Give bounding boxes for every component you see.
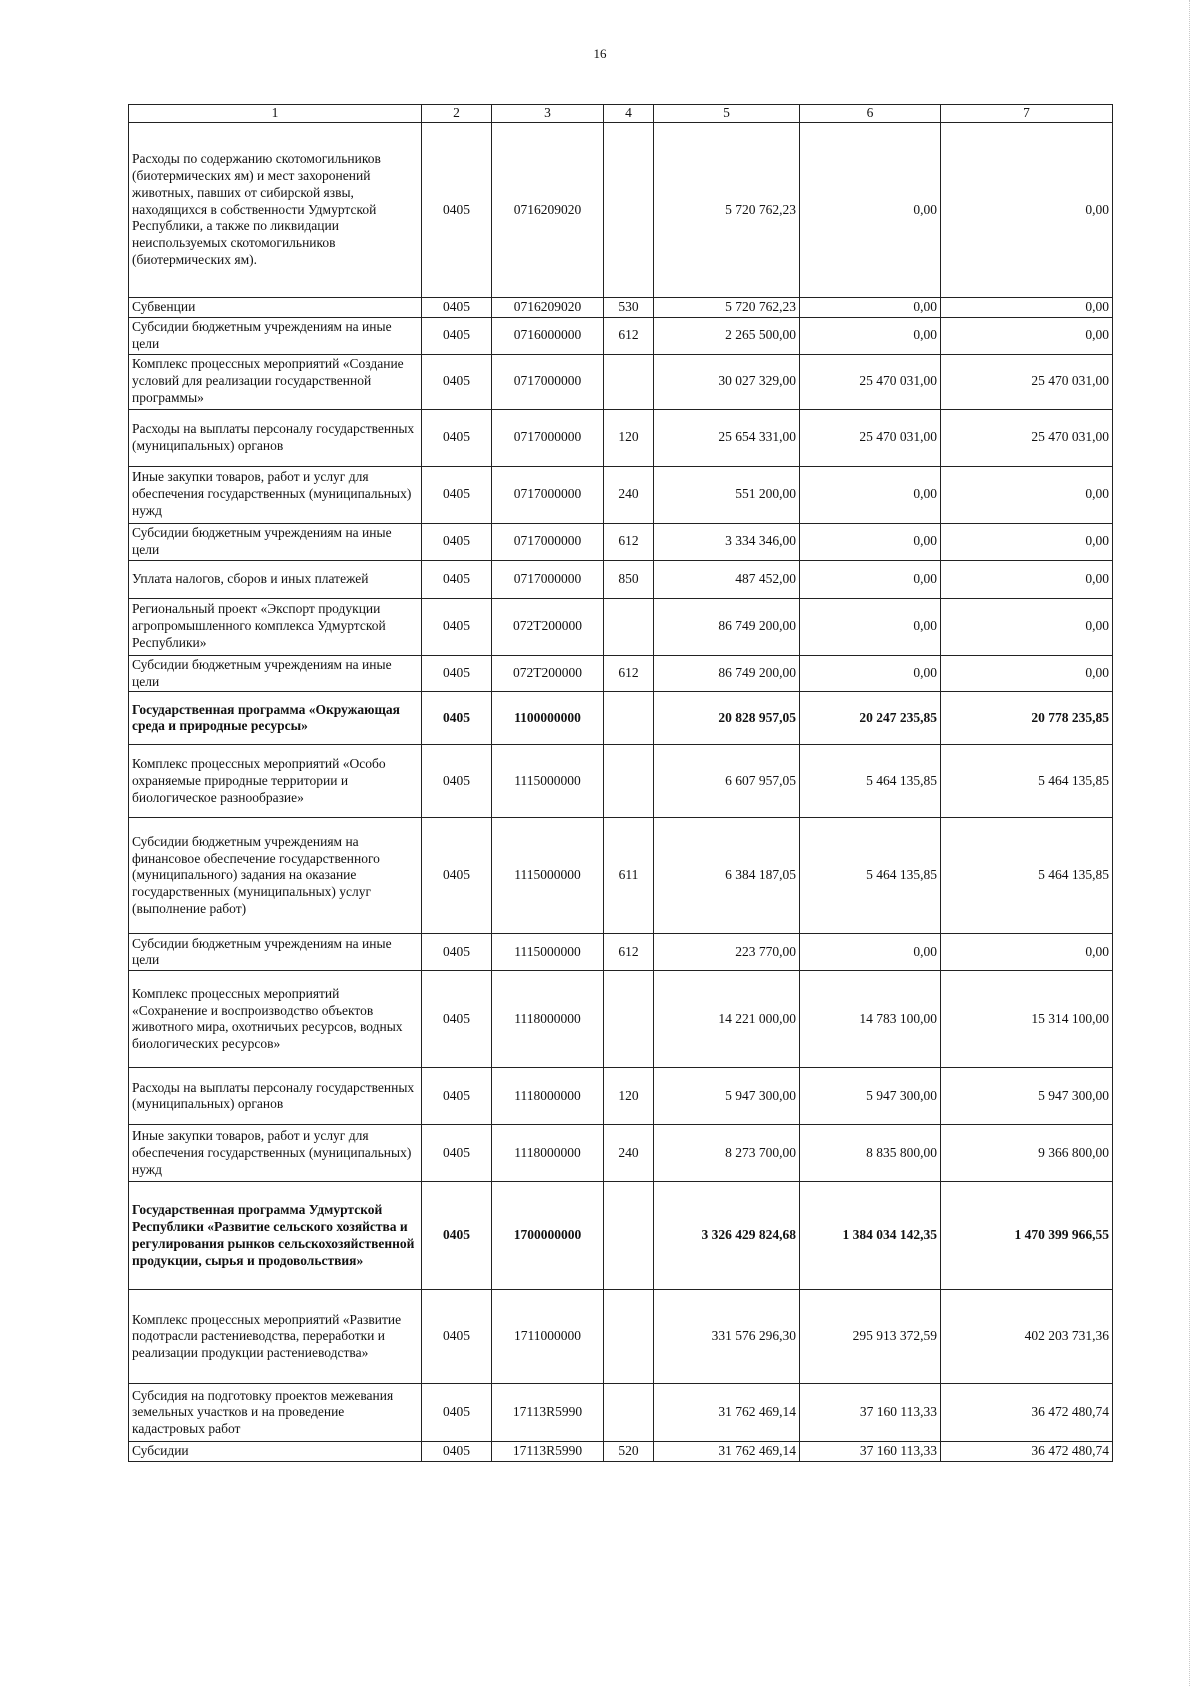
row-name: Субсидия на подготовку проектов межевания земельных участков и на проведение кадастровых работ <box>129 1384 422 1442</box>
amount-year-2: 5 947 300,00 <box>800 1068 941 1125</box>
target-article: 0717000000 <box>492 354 604 409</box>
table-row <box>129 745 1113 818</box>
expense-type: 612 <box>604 523 654 560</box>
target-article: 0717000000 <box>492 409 604 466</box>
column-header: 4 <box>604 105 654 123</box>
row-name: Комплекс процессных мероприятий «Развитие подотрасли растениеводства, переработки и реализации продукции растениеводства» <box>129 1290 422 1384</box>
expense-type <box>604 971 654 1068</box>
section-code: 0405 <box>422 298 492 318</box>
amount-year-1: 3 334 346,00 <box>654 523 800 560</box>
table-row <box>129 1125 1113 1182</box>
scan-edge-line <box>1189 0 1192 1686</box>
column-header: 7 <box>941 105 1113 123</box>
section-code: 0405 <box>422 692 492 745</box>
row-name: Комплекс процессных мероприятий «Создание условий для реализации государственной программы» <box>129 354 422 409</box>
amount-year-3: 0,00 <box>941 317 1113 354</box>
row-name: Расходы на выплаты персоналу государственных (муниципальных) органов <box>129 1068 422 1125</box>
section-code: 0405 <box>422 745 492 818</box>
amount-year-3: 0,00 <box>941 560 1113 598</box>
column-header: 3 <box>492 105 604 123</box>
table-row <box>129 523 1113 560</box>
budget-table <box>128 104 1113 1462</box>
section-code: 0405 <box>422 1068 492 1125</box>
section-code: 0405 <box>422 1125 492 1182</box>
target-article: 0717000000 <box>492 466 604 523</box>
amount-year-3: 0,00 <box>941 298 1113 318</box>
target-article: 072T200000 <box>492 598 604 655</box>
section-code: 0405 <box>422 1182 492 1290</box>
row-name: Субсидии <box>129 1442 422 1462</box>
section-code: 0405 <box>422 655 492 692</box>
row-name: Расходы на выплаты персоналу государственных (муниципальных) органов <box>129 409 422 466</box>
amount-year-2: 1 384 034 142,35 <box>800 1182 941 1290</box>
row-name: Иные закупки товаров, работ и услуг для обеспечения государственных (муниципальных) нужд <box>129 1125 422 1182</box>
target-article: 0716209020 <box>492 123 604 298</box>
amount-year-1: 6 607 957,05 <box>654 745 800 818</box>
section-code: 0405 <box>422 560 492 598</box>
amount-year-3: 20 778 235,85 <box>941 692 1113 745</box>
section-code: 0405 <box>422 971 492 1068</box>
amount-year-1: 20 828 957,05 <box>654 692 800 745</box>
amount-year-1: 31 762 469,14 <box>654 1384 800 1442</box>
section-code: 0405 <box>422 523 492 560</box>
table-row <box>129 1182 1113 1290</box>
table-row <box>129 655 1113 692</box>
table-row <box>129 934 1113 971</box>
expense-type: 120 <box>604 409 654 466</box>
amount-year-2: 0,00 <box>800 934 941 971</box>
amount-year-2: 0,00 <box>800 655 941 692</box>
target-article: 1115000000 <box>492 818 604 934</box>
expense-type: 520 <box>604 1442 654 1462</box>
section-code: 0405 <box>422 818 492 934</box>
expense-type <box>604 123 654 298</box>
amount-year-2: 0,00 <box>800 123 941 298</box>
amount-year-1: 5 947 300,00 <box>654 1068 800 1125</box>
amount-year-1: 31 762 469,14 <box>654 1442 800 1462</box>
amount-year-1: 30 027 329,00 <box>654 354 800 409</box>
amount-year-2: 20 247 235,85 <box>800 692 941 745</box>
row-name: Субсидии бюджетным учреждениям на иные цели <box>129 934 422 971</box>
expense-type <box>604 354 654 409</box>
amount-year-1: 14 221 000,00 <box>654 971 800 1068</box>
expense-type: 530 <box>604 298 654 318</box>
column-header: 1 <box>129 105 422 123</box>
row-name: Уплата налогов, сборов и иных платежей <box>129 560 422 598</box>
amount-year-3: 5 464 135,85 <box>941 818 1113 934</box>
table-row <box>129 123 1113 298</box>
table-row <box>129 1384 1113 1442</box>
section-code: 0405 <box>422 1290 492 1384</box>
amount-year-1: 5 720 762,23 <box>654 123 800 298</box>
table-row <box>129 692 1113 745</box>
amount-year-3: 15 314 100,00 <box>941 971 1113 1068</box>
amount-year-1: 25 654 331,00 <box>654 409 800 466</box>
column-header: 2 <box>422 105 492 123</box>
amount-year-1: 331 576 296,30 <box>654 1290 800 1384</box>
amount-year-3: 5 947 300,00 <box>941 1068 1113 1125</box>
amount-year-2: 25 470 031,00 <box>800 354 941 409</box>
target-article: 1115000000 <box>492 745 604 818</box>
amount-year-3: 0,00 <box>941 655 1113 692</box>
target-article: 17113R5990 <box>492 1384 604 1442</box>
table-row <box>129 818 1113 934</box>
expense-type: 240 <box>604 1125 654 1182</box>
row-name: Иные закупки товаров, работ и услуг для обеспечения государственных (муниципальных) нужд <box>129 466 422 523</box>
amount-year-3: 0,00 <box>941 523 1113 560</box>
expense-type <box>604 598 654 655</box>
amount-year-3: 5 464 135,85 <box>941 745 1113 818</box>
expense-type: 850 <box>604 560 654 598</box>
expense-type: 611 <box>604 818 654 934</box>
expense-type: 120 <box>604 1068 654 1125</box>
amount-year-1: 86 749 200,00 <box>654 598 800 655</box>
amount-year-1: 2 265 500,00 <box>654 317 800 354</box>
column-header: 6 <box>800 105 941 123</box>
table-row <box>129 354 1113 409</box>
target-article: 1700000000 <box>492 1182 604 1290</box>
section-code: 0405 <box>422 1384 492 1442</box>
amount-year-2: 295 913 372,59 <box>800 1290 941 1384</box>
amount-year-2: 37 160 113,33 <box>800 1384 941 1442</box>
table-row <box>129 409 1113 466</box>
table-row <box>129 317 1113 354</box>
table-row <box>129 598 1113 655</box>
expense-type: 612 <box>604 317 654 354</box>
target-article: 1100000000 <box>492 692 604 745</box>
amount-year-2: 0,00 <box>800 598 941 655</box>
row-name: Субсидии бюджетным учреждениям на иные цели <box>129 523 422 560</box>
section-code: 0405 <box>422 409 492 466</box>
table-row <box>129 1290 1113 1384</box>
row-name: Субсидии бюджетным учреждениям на иные цели <box>129 655 422 692</box>
amount-year-3: 0,00 <box>941 934 1113 971</box>
target-article: 0717000000 <box>492 523 604 560</box>
table-row <box>129 1442 1113 1462</box>
amount-year-1: 5 720 762,23 <box>654 298 800 318</box>
row-name: Государственная программа «Окружающая среда и природные ресурсы» <box>129 692 422 745</box>
target-article: 072T200000 <box>492 655 604 692</box>
amount-year-2: 37 160 113,33 <box>800 1442 941 1462</box>
amount-year-1: 551 200,00 <box>654 466 800 523</box>
row-name: Субсидии бюджетным учреждениям на финансовое обеспечение государственного (муниципального) задания на оказание государственных (муниципальных) услуг (выполнение работ) <box>129 818 422 934</box>
row-name: Региональный проект «Экспорт продукции агропромышленного комплекса Удмуртской Республики» <box>129 598 422 655</box>
amount-year-3: 0,00 <box>941 598 1113 655</box>
amount-year-2: 5 464 135,85 <box>800 818 941 934</box>
expense-type: 240 <box>604 466 654 523</box>
amount-year-2: 0,00 <box>800 560 941 598</box>
table-row <box>129 971 1113 1068</box>
expense-type <box>604 1182 654 1290</box>
amount-year-3: 1 470 399 966,55 <box>941 1182 1113 1290</box>
column-number-row <box>129 105 1113 123</box>
amount-year-2: 8 835 800,00 <box>800 1125 941 1182</box>
amount-year-1: 86 749 200,00 <box>654 655 800 692</box>
amount-year-2: 25 470 031,00 <box>800 409 941 466</box>
row-name: Комплекс процессных мероприятий «Особо охраняемые природные территории и биологическое разнообразие» <box>129 745 422 818</box>
row-name: Субсидии бюджетным учреждениям на иные цели <box>129 317 422 354</box>
expense-type <box>604 692 654 745</box>
amount-year-2: 14 783 100,00 <box>800 971 941 1068</box>
target-article: 0717000000 <box>492 560 604 598</box>
expense-type <box>604 1384 654 1442</box>
amount-year-2: 0,00 <box>800 298 941 318</box>
table-row <box>129 560 1113 598</box>
target-article: 1711000000 <box>492 1290 604 1384</box>
table-row <box>129 466 1113 523</box>
target-article: 1115000000 <box>492 934 604 971</box>
target-article: 1118000000 <box>492 1125 604 1182</box>
amount-year-3: 25 470 031,00 <box>941 409 1113 466</box>
expense-type <box>604 1290 654 1384</box>
amount-year-3: 0,00 <box>941 466 1113 523</box>
amount-year-2: 0,00 <box>800 466 941 523</box>
target-article: 0716209020 <box>492 298 604 318</box>
row-name: Субвенции <box>129 298 422 318</box>
target-article: 1118000000 <box>492 1068 604 1125</box>
amount-year-3: 9 366 800,00 <box>941 1125 1113 1182</box>
expense-type: 612 <box>604 934 654 971</box>
amount-year-2: 0,00 <box>800 523 941 560</box>
target-article: 1118000000 <box>492 971 604 1068</box>
amount-year-1: 6 384 187,05 <box>654 818 800 934</box>
target-article: 17113R5990 <box>492 1442 604 1462</box>
amount-year-3: 36 472 480,74 <box>941 1442 1113 1462</box>
table-body <box>129 123 1113 1462</box>
page-number: 16 <box>593 46 607 61</box>
amount-year-1: 3 326 429 824,68 <box>654 1182 800 1290</box>
amount-year-3: 402 203 731,36 <box>941 1290 1113 1384</box>
expense-type <box>604 745 654 818</box>
amount-year-1: 223 770,00 <box>654 934 800 971</box>
column-header: 5 <box>654 105 800 123</box>
amount-year-2: 0,00 <box>800 317 941 354</box>
section-code: 0405 <box>422 598 492 655</box>
expense-type: 612 <box>604 655 654 692</box>
row-name: Государственная программа Удмуртской Республики «Развитие сельского хозяйства и регулирования рынков сельскохозяйственной продукции, сырья и продовольствия» <box>129 1182 422 1290</box>
amount-year-1: 487 452,00 <box>654 560 800 598</box>
section-code: 0405 <box>422 317 492 354</box>
row-name: Расходы по содержанию скотомогильников (биотермических ям) и мест захоронений животных, павших от сибирской язвы, находящихся в собственности Удмуртской Республики, а также по ликвидации неиспользуемых скотомогильников (биотермических ям). <box>129 123 422 298</box>
section-code: 0405 <box>422 354 492 409</box>
section-code: 0405 <box>422 466 492 523</box>
amount-year-3: 25 470 031,00 <box>941 354 1113 409</box>
amount-year-3: 36 472 480,74 <box>941 1384 1113 1442</box>
amount-year-2: 5 464 135,85 <box>800 745 941 818</box>
table-row <box>129 1068 1113 1125</box>
section-code: 0405 <box>422 934 492 971</box>
section-code: 0405 <box>422 123 492 298</box>
section-code: 0405 <box>422 1442 492 1462</box>
table-row <box>129 298 1113 318</box>
amount-year-3: 0,00 <box>941 123 1113 298</box>
target-article: 0716000000 <box>492 317 604 354</box>
row-name: Комплекс процессных мероприятий «Сохранение и воспроизводство объектов животного мира, охотничьих ресурсов, водных биологических ресурсов» <box>129 971 422 1068</box>
amount-year-1: 8 273 700,00 <box>654 1125 800 1182</box>
